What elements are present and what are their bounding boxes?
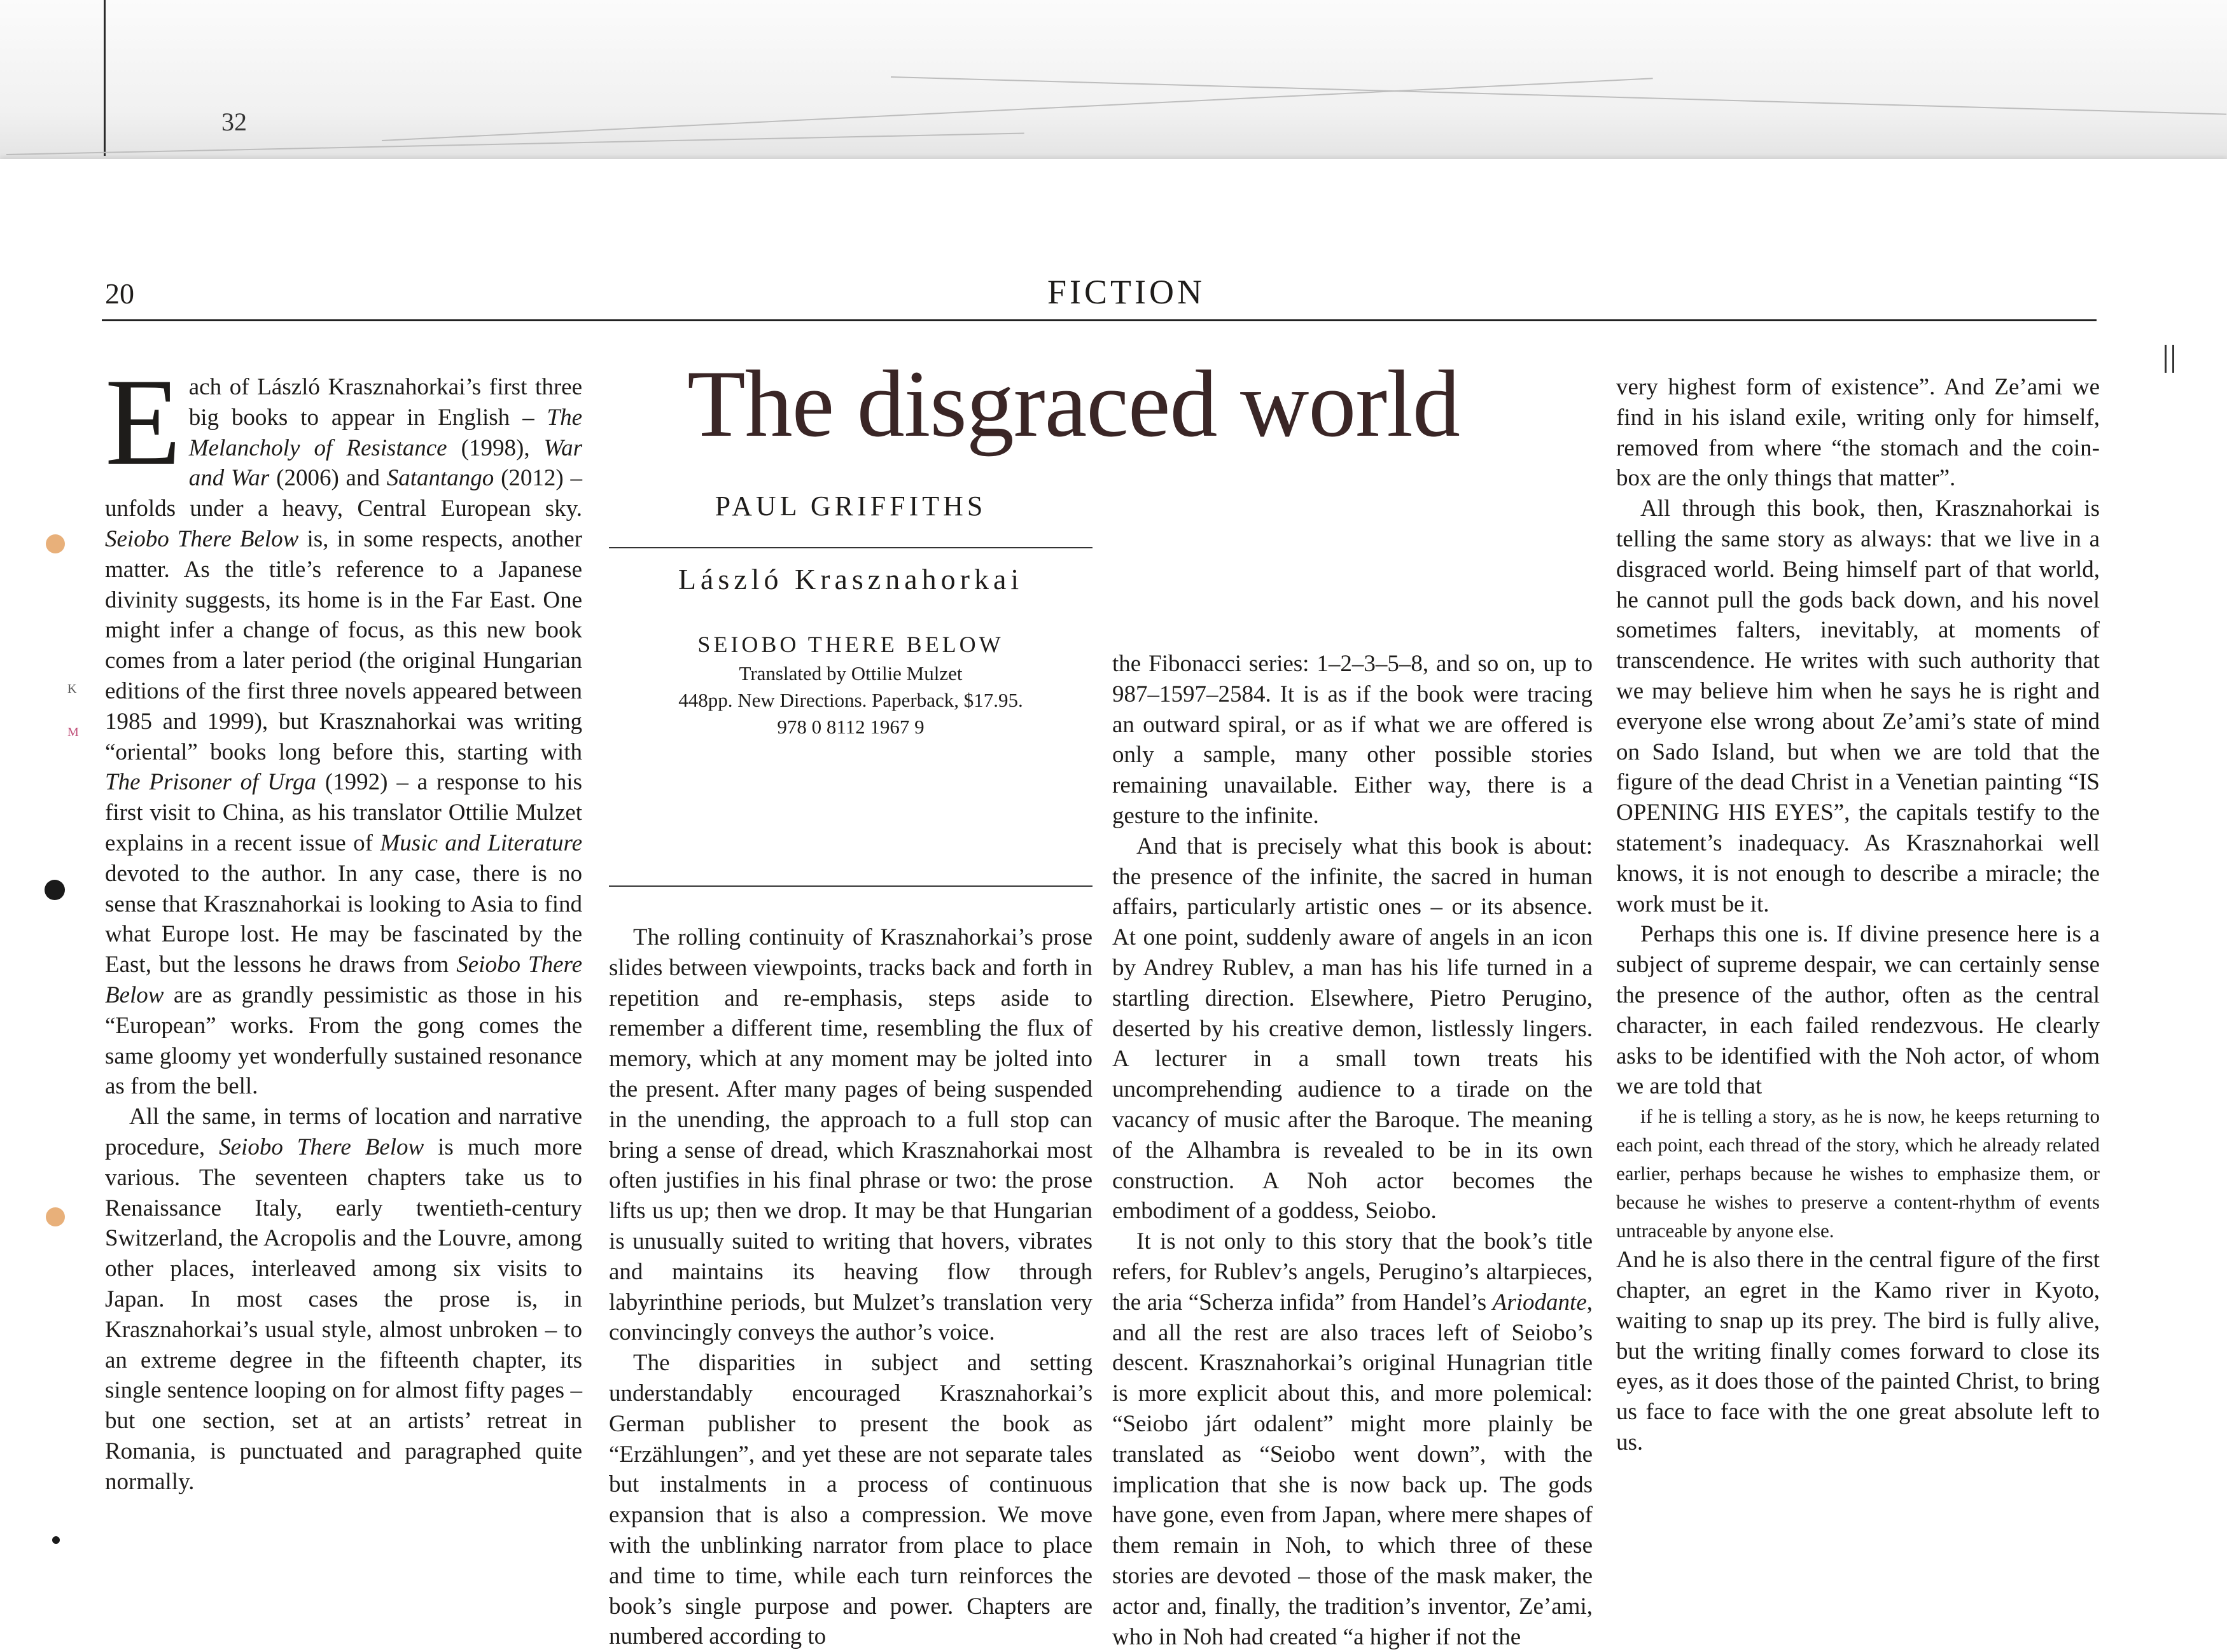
paragraph: And that is precisely what this book is about: the presence of the infinite, the sacred in human affairs, particularly artistic ones – or its absence. At one point, suddenly aware of angels in an icon by Andrey Rublev, a man has his life turned in a startling direction. Elsewhere, Pietro Perugino, deserted by his creative demon, listlessly lingers. A lecturer in a small town treats his uncomprehending audience to a tirade on the vacancy of music after the Baroque. The meaning of the Alhambra is revealed to be in its own construction. A Noh actor becomes the embodiment of a goddess, Seiobo.: [1112, 833, 1593, 1225]
page-number: 20: [105, 277, 134, 310]
book-details: 448pp. New Directions. Paperback, $17.95.: [678, 689, 1023, 711]
paragraph: And he is also there in the central figure of the first chapter, an egret in the Kamo river in Kyoto, waiting to snap up its prey. The bird is fully alive, but the writing finally comes forward to close its eyes, as it does those of the painted Christ, to bring us face to face with the one great absolute left to us.: [1616, 1247, 2100, 1455]
punch-hole: [46, 1207, 65, 1226]
underlying-page-number: 32: [221, 108, 247, 136]
underlying-page: [0, 0, 2227, 159]
header-rule: [102, 319, 2097, 321]
article-headline: The disgraced world: [687, 351, 1460, 457]
margin-mark: [2165, 345, 2167, 373]
book-info: [609, 560, 1093, 740]
book-title: SEIOBO THERE BELOW: [697, 632, 1004, 657]
paragraph: The disparities in subject and setting understandably encouraged Krasznahorkai’s German publisher to present the book as “Erzählungen”, and yet these are not separate tales but instalments in a process of continuous expansion that is also a compression. We move with the unblinking narrator from place to place and time to time, while each turn reinforces the book’s single purpose and power. Chapters are numbered according to: [609, 1350, 1093, 1650]
margin-mark: [2172, 345, 2174, 373]
punch-hole: [45, 880, 65, 900]
block-quote: if he is telling a story, as he is now, he keeps returning to each point, each thread of the story, which he already related earlier, perhaps because he wishes to emphasize them, or because he wishes to preserve a content-rhythm of events untraceable by anyone else.: [1616, 1105, 2100, 1242]
page-edge: [6, 132, 1024, 155]
paragraph: the Fibonacci series: 1–2–3–5–8, and so on, up to 987–1597–2584. It is as if the book were tracing an outward spiral, or as if what we are offered is only a sample, many other possible stories remaining unavailable. Either way, there is a gesture to the infinite.: [1112, 651, 1593, 829]
book-isbn: 978 0 8112 1967 9: [777, 716, 925, 738]
page-edge: [382, 78, 1653, 141]
paragraph: Perhaps this one is. If divine presence here is a subject of supreme despair, we can certainly sense the presence of the author, often as the central character, in each failed rendezvous. He clearly asks to be identified with the Noh actor, of whom we are told that: [1616, 921, 2100, 1100]
paragraph: very highest form of existence”. And Ze’ami we find in his island exile, writing only for himself, removed from where “the stomach and the coin-box are the only things that matter”.: [1616, 374, 2100, 492]
article-column-4: [1616, 372, 2100, 1458]
magazine-page: [0, 159, 2227, 1650]
punch-hole: [46, 534, 65, 553]
article-column-1: [105, 353, 583, 1497]
registration-mark-k: K: [67, 682, 77, 696]
book-info-rule-top: [609, 547, 1093, 548]
punch-hole: [52, 1536, 60, 1544]
paragraph: Each of László Krasznahorkai’s first three big books to appear in English – The Melancholy of Resistance (1998), War and War (2006) and Satantango (2012) – unfolds under a heavy, Central European sky. Seiobo There Below is, in some respects, another matter. As the title’s reference to a Japanese divinity suggests, its home is in the Far East. One might infer a change of focus, as this new book comes from a later period (the original Hungarian editions of the first three novels appeared between 1985 and 1999), but Krasznahorkai was writing “oriental” books long before this, starting with The Prisoner of Urga (1992) – a response to his first visit to China, as his translator Ottilie Mulzet explains in a recent issue of Music and Literature devoted to the author. In any case, there is no sense that Krasznahorkai is looking to Asia to find what Europe lost. He may be fascinated by the East, but the lessons he draws from Seiobo There Below are as grandly pessimistic as those in his “European” works. From the gong comes the same gloomy yet wonderfully sustained resonance as from the bell.: [105, 353, 583, 1100]
registration-mark-m: M: [67, 725, 79, 739]
byline: PAUL GRIFFITHS: [715, 490, 987, 522]
paragraph: All the same, in terms of location and narrative procedure, Seiobo There Below is much more various. The seventeen chapters take us to Renaissance Italy, early twentieth-century Switzerland, the Acropolis and the Louvre, among other places, interleaved among six visits to Japan. In most cases the prose is, in Krasznahorkai’s usual style, almost unbroken – to an extreme degree in the fifteenth chapter, its single sentence looping on for almost fifty pages – but one section, set at an artists’ retreat in Romania, is punctuated and paragraphed quite normally.: [105, 1104, 582, 1495]
paragraph: All through this book, then, Krasznahorkai is telling the same story as always: that we live in a disgraced world. Being himself part of that world, he cannot pull the gods back down, and his novel sometimes falters, inevitably, at moments of transcendence. He writes with such authority that we may believe him when he says he is right and everyone else wrong about Ze’ami’s state of mind on Sado Island, but when we are told that the figure of the dead Christ in a Venetian painting “IS OPENING HIS EYES”, the capitals testify to the statement’s inadequacy. As Krasznahorkai well knows, it is not enough to describe a miracle; the work must be it.: [1616, 496, 2100, 917]
article-column-2: [609, 922, 1093, 1652]
book-author: László Krasznahorkai: [678, 563, 1024, 595]
paragraph: It is not only to this story that the book’s title refers, for Rublev’s angels, Perugino’s altarpieces, the aria “Scherza infida” from Handel’s Ariodante, and all the rest are also traces left of Seiobo’s descent. Krasznahorkai’s original Hunagrian title is more explicit about this, and more polemical: “Seiobo járt odalent” might more plainly be translated as “Seiobo went down”, with the implication that she is now back up. The gods have gone, even from Japan, where mere shapes of them remain in Noh, to which three of these stories are devoted – those of the mask maker, the actor and, finally, the tradition’s inventor, Ze’ami, who in Noh had created “a higher if not the: [1112, 1228, 1593, 1650]
book-info-rule-bottom: [609, 885, 1093, 887]
section-heading: FICTION: [1047, 273, 1205, 311]
binding-mark: [104, 0, 106, 156]
drop-cap: E: [105, 353, 181, 491]
book-translator: Translated by Ottilie Mulzet: [739, 662, 963, 684]
article-column-3: [1112, 649, 1593, 1652]
paragraph: The rolling continuity of Krasznahorkai’s prose slides between viewpoints, tracks back and forth in repetition and re-emphasis, steps aside to remember a different time, resembling the flux of memory, which at any moment may be jolted into the present. After many pages of being suspended in the unending, the approach to a full stop can bring a sense of dread, which Krasznahorkai most often justifies in his final phrase or two: the prose lifts us up; then we drop. It may be that Hungarian is unusually suited to writing that hovers, vibrates and maintains its heaving flow through labyrinthine periods, but Mulzet’s translation very convincingly conveys the author’s voice.: [609, 924, 1093, 1346]
